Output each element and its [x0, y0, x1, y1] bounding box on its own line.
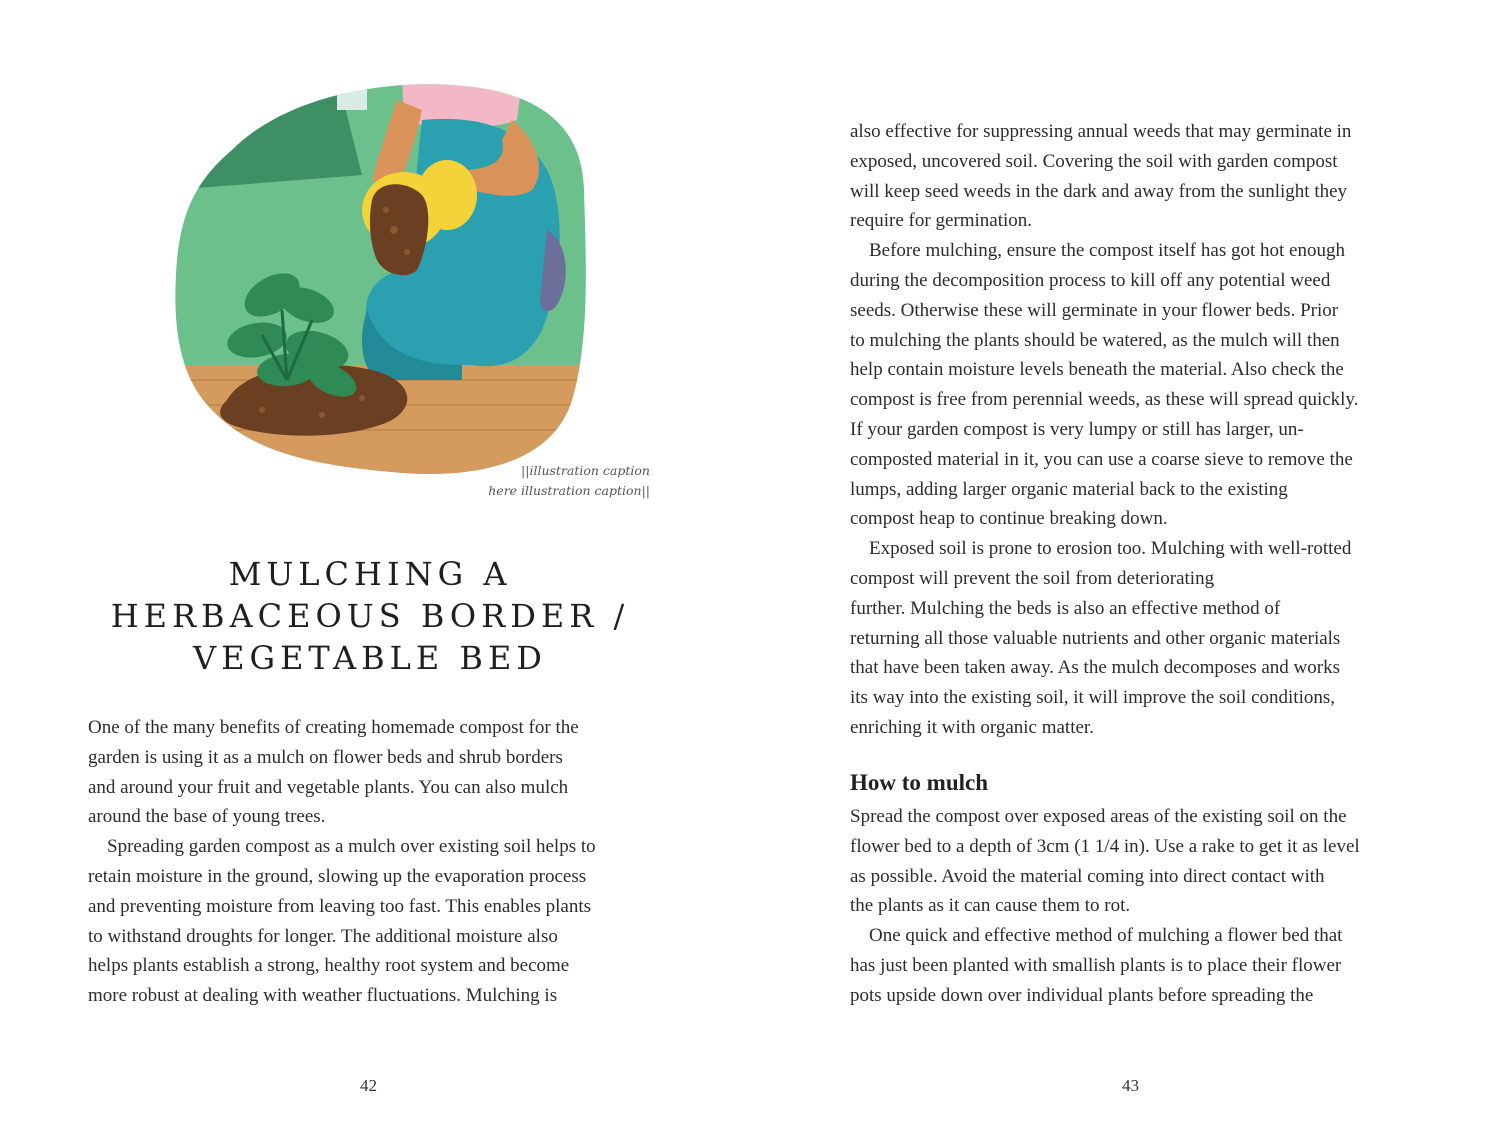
text-line: One quick and effective method of mulching a flower bed that [869, 925, 1343, 947]
text-line: helps plants establish a strong, healthy root system and become [88, 955, 570, 977]
text-line: further. Mulching the beds is also an effective method of [850, 597, 1281, 619]
text-line: pots upside down over individual plants before spreading the [850, 984, 1314, 1006]
text-line: Spread the compost over exposed areas of the existing soil on the [850, 806, 1347, 827]
caption-line: ||illustration caption [521, 463, 650, 478]
text-line: during the decomposition process to kill off any potential weed [850, 269, 1331, 291]
illustration-caption [470, 461, 650, 501]
heading-line: HERBACEOUS BORDER / [110, 597, 630, 635]
text-line: retain moisture in the ground, slowing up the evaporation process [88, 865, 587, 887]
text-line: also effective for suppressing annual weeds that may germinate in [850, 121, 1352, 142]
hill-shape [172, 94, 362, 190]
text-line: compost heap to continue breaking down. [850, 508, 1168, 530]
text-line: around the base of young trees. [88, 806, 326, 828]
text-line: to mulching the plants should be watered, as the mulch will then [850, 329, 1340, 351]
chapter-heading [80, 553, 660, 679]
right-body-text-bottom [850, 802, 1425, 1011]
left-body-text [88, 713, 658, 1011]
text-line: its way into the existing soil, it will improve the soil conditions, [850, 687, 1336, 709]
text-line: and around your fruit and vegetable plants. You can also mulch [88, 776, 569, 798]
compost-in-hands [370, 184, 428, 275]
text-line: that have been taken away. As the mulch decomposes and works [850, 657, 1340, 679]
text-line: Before mulching, ensure the compost itself has got hot enough [869, 240, 1345, 262]
text-line: as possible. Avoid the material coming into direct contact with [850, 865, 1325, 887]
text-line: One of the many benefits of creating homemade compost for the [88, 717, 579, 738]
caption-line: here illustration caption|| [488, 483, 650, 498]
page-number-right: 43 [1122, 1076, 1139, 1095]
text-line: to withstand droughts for longer. The additional moisture also [88, 925, 558, 947]
right-body-text-top [850, 117, 1425, 743]
text-line: has just been planted with smallish plants is to place their flower [850, 954, 1342, 976]
text-line: seeds. Otherwise these will germinate in your flower beds. Prior [850, 299, 1339, 321]
text-line: If your garden compost is very lumpy or still has larger, un- [850, 418, 1304, 440]
text-line: garden is using it as a mulch on flower beds and shrub borders [88, 746, 563, 768]
page-number-left: 42 [360, 1076, 377, 1095]
text-line: help contain moisture levels beneath the material. Also check the [850, 359, 1344, 381]
gardener-mulching-illustration [172, 80, 592, 480]
text-line: compost is free from perennial weeds, as these will spread quickly. [850, 389, 1359, 411]
text-line: Spreading garden compost as a mulch over existing soil helps to [107, 836, 596, 858]
text-line: composted material in it, you can use a coarse sieve to remove the [850, 448, 1353, 470]
text-line: more robust at dealing with weather fluctuations. Mulching is [88, 985, 558, 1007]
text-line: returning all those valuable nutrients and other organic materials [850, 627, 1341, 649]
text-line: exposed, uncovered soil. Covering the soil with garden compost [850, 150, 1338, 172]
heading-line: MULCHING A [228, 555, 512, 593]
text-line: and preventing moisture from leaving too fast. This enables plants [88, 895, 592, 917]
text-line: the plants as it can cause them to rot. [850, 895, 1131, 917]
section-subheading: How to mulch [850, 770, 988, 795]
text-line: lumps, adding larger organic material back to the existing [850, 478, 1288, 500]
text-line: will keep seed weeds in the dark and away from the sunlight they [850, 180, 1348, 202]
text-line: compost will prevent the soil from deteriorating [850, 567, 1215, 589]
text-line: require for germination. [850, 210, 1033, 232]
heading-line: VEGETABLE BED [193, 639, 547, 677]
text-line: flower bed to a depth of 3cm (1 1/4 in). Use a rake to get it as level [850, 835, 1360, 857]
text-line: Exposed soil is prone to erosion too. Mulching with well-rotted [869, 538, 1352, 560]
text-line: enriching it with organic matter. [850, 716, 1094, 738]
